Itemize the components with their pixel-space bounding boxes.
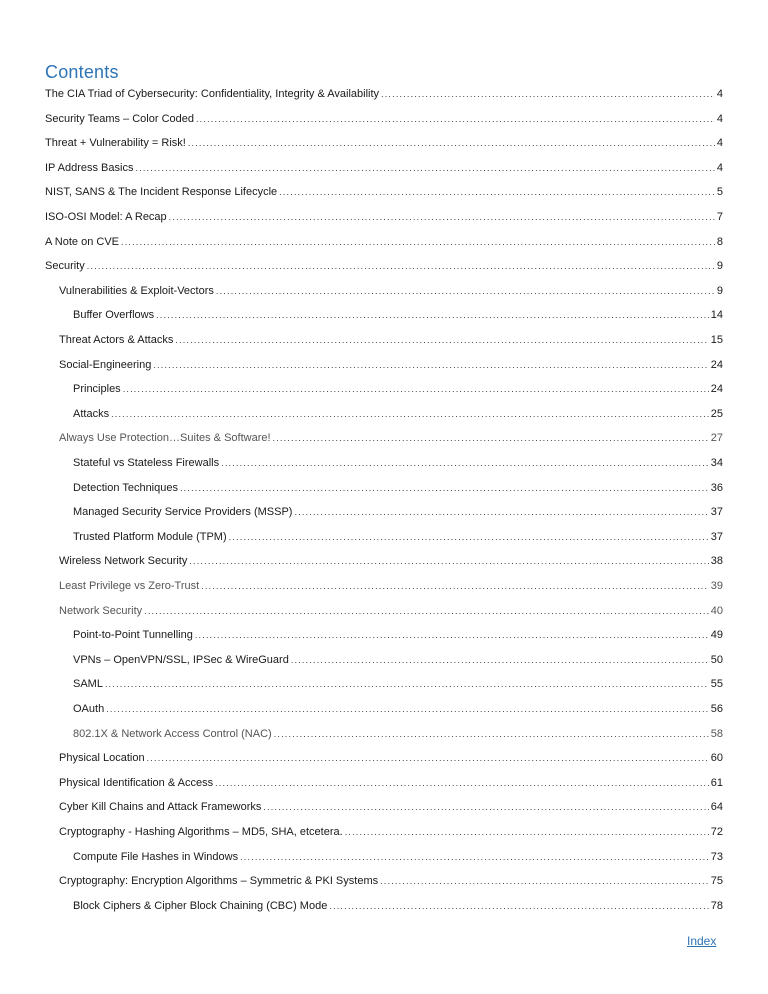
toc-entry-page: 27 — [710, 432, 723, 445]
toc-entry-label: Threat + Vulnerability = Risk! — [45, 137, 186, 150]
toc-entry[interactable] — [73, 407, 723, 421]
toc-entry-page: 75 — [710, 875, 723, 888]
toc-entry[interactable] — [45, 235, 723, 249]
toc-entry[interactable] — [45, 87, 723, 101]
toc-entry[interactable] — [59, 579, 723, 593]
toc-entry-label: IP Address Basics — [45, 161, 134, 174]
toc-dot-leader — [263, 800, 708, 814]
toc-entry-label: Principles — [73, 383, 121, 396]
toc-entry-page: 4 — [716, 137, 723, 150]
toc-entry-label: Social-Engineering — [59, 358, 152, 371]
toc-entry-page: 39 — [710, 580, 723, 592]
toc-entry-page: 78 — [710, 899, 723, 912]
toc-dot-leader — [221, 456, 709, 470]
toc-entry[interactable] — [73, 850, 723, 864]
toc-dot-leader — [380, 874, 709, 888]
toc-dot-leader — [175, 333, 708, 347]
toc-entry-label: Always Use Protection…Suites & Software! — [59, 432, 271, 445]
toc-entry[interactable] — [73, 702, 723, 716]
toc-entry-page: 8 — [716, 235, 723, 248]
toc-entry-page: 24 — [710, 358, 723, 371]
toc-entry-label: VPNs – OpenVPN/SSL, IPSec & WireGuard — [73, 653, 289, 666]
toc-entry-page: 37 — [710, 530, 723, 543]
toc-entry-page: 14 — [710, 309, 723, 322]
toc-entry-page: 55 — [710, 678, 723, 691]
toc-entry-label: Threat Actors & Attacks — [59, 334, 174, 346]
toc-dot-leader — [229, 530, 709, 544]
toc-dot-leader — [381, 87, 715, 101]
toc-dot-leader — [106, 702, 709, 716]
toc-dot-leader — [87, 259, 715, 273]
toc-entry-page: 34 — [710, 457, 723, 469]
toc-dot-leader — [169, 210, 715, 224]
toc-entry-page: 24 — [710, 383, 723, 396]
toc-entry-page: 73 — [710, 850, 723, 863]
toc-entry-page: 60 — [710, 752, 723, 765]
toc-dot-leader — [105, 677, 709, 691]
toc-dot-leader — [240, 850, 709, 864]
toc-entry-label: Point-to-Point Tunnelling — [73, 629, 193, 642]
toc-entry[interactable] — [59, 800, 723, 814]
toc-entry-page: 61 — [710, 776, 723, 789]
toc-dot-leader — [274, 727, 709, 741]
toc-entry[interactable] — [59, 825, 723, 839]
toc-dot-leader — [294, 505, 708, 519]
toc-dot-leader — [144, 604, 709, 618]
toc-entry-page: 56 — [710, 703, 723, 715]
toc-entry[interactable] — [59, 554, 723, 568]
toc-entry-page: 4 — [716, 88, 723, 100]
toc-entry[interactable] — [73, 899, 723, 913]
toc-dot-leader — [188, 136, 715, 150]
toc-entry-page: 37 — [710, 506, 723, 519]
toc-dot-leader — [215, 776, 709, 790]
toc-entry-page: 4 — [716, 112, 723, 125]
toc-entry-label: Physical Identification & Access — [59, 776, 214, 789]
toc-entry-label: 802.1X & Network Access Control (NAC) — [73, 727, 272, 740]
toc-entry-label: ISO-OSI Model: A Recap — [45, 211, 167, 223]
toc-entry[interactable] — [73, 382, 723, 396]
toc-entry-label: The CIA Triad of Cybersecurity: Confidentiality, Integrity & Availability — [45, 88, 380, 100]
toc-entry-label: Security — [45, 260, 85, 273]
toc-dot-leader — [345, 825, 709, 839]
toc-entry[interactable] — [59, 358, 723, 372]
toc-entry-label: A Note on CVE — [45, 235, 119, 248]
toc-entry-page: 4 — [716, 161, 723, 174]
toc-entry-label: Physical Location — [59, 752, 145, 765]
toc-entry[interactable] — [45, 259, 723, 273]
toc-entry[interactable] — [45, 185, 723, 199]
toc-entry-label: Detection Techniques — [73, 481, 178, 494]
toc-entry-label: Network Security — [59, 604, 143, 617]
toc-entry-label: SAML — [73, 678, 103, 691]
toc-entry[interactable] — [73, 308, 723, 322]
toc-dot-leader — [180, 481, 709, 495]
toc-entry[interactable] — [73, 727, 723, 741]
toc-entry-page: 40 — [710, 604, 723, 617]
toc-entry[interactable] — [73, 677, 723, 691]
toc-entry-label: Cyber Kill Chains and Attack Frameworks — [59, 801, 262, 814]
toc-dot-leader — [329, 899, 708, 913]
toc-dot-leader — [189, 554, 708, 568]
toc-entry[interactable] — [73, 456, 723, 470]
toc-entry[interactable] — [45, 161, 723, 175]
toc-entry-page: 58 — [710, 727, 723, 740]
toc-entry-label: Buffer Overflows — [73, 309, 155, 322]
toc-entry-page: 38 — [710, 555, 723, 568]
toc-entry-label: Compute File Hashes in Windows — [73, 850, 239, 863]
toc-dot-leader — [196, 112, 715, 126]
toc-entry-label: Least Privilege vs Zero-Trust — [59, 580, 200, 592]
toc-entry-page: 7 — [716, 211, 723, 223]
toc-entry-page: 25 — [710, 407, 723, 420]
toc-entry[interactable] — [59, 751, 723, 765]
toc-entry[interactable] — [45, 136, 723, 150]
toc-entry-page: 50 — [710, 653, 723, 666]
toc-entry[interactable] — [59, 604, 723, 618]
toc-dot-leader — [195, 628, 709, 642]
toc-entry[interactable] — [59, 333, 723, 347]
toc-dot-leader — [156, 308, 709, 322]
toc-entry[interactable] — [73, 530, 723, 544]
toc-dot-leader — [121, 235, 715, 249]
toc-entry-label: Stateful vs Stateless Firewalls — [73, 457, 220, 469]
toc-dot-leader — [291, 653, 709, 667]
toc-dot-leader — [135, 161, 714, 175]
toc-entry-page: 15 — [710, 334, 723, 346]
toc-dot-leader — [153, 358, 708, 372]
toc-entry[interactable] — [59, 874, 723, 888]
toc-entry-label: Vulnerabilities & Exploit-Vectors — [59, 284, 214, 297]
toc-entry-label: Block Ciphers & Cipher Block Chaining (CBC) Mode — [73, 899, 328, 912]
toc-entry[interactable] — [73, 505, 723, 519]
toc-entry[interactable] — [73, 653, 723, 667]
toc-entry-label: Cryptography: Encryption Algorithms – Symmetric & PKI Systems — [59, 875, 379, 888]
toc-entry-page: 36 — [710, 481, 723, 494]
toc-entry-label: Security Teams – Color Coded — [45, 112, 194, 125]
index-link[interactable]: Index — [687, 934, 717, 948]
toc-entry[interactable] — [73, 628, 723, 642]
toc-entry-page: 9 — [716, 284, 723, 297]
toc-entry-page: 72 — [710, 826, 723, 838]
toc-dot-leader — [111, 407, 709, 421]
toc-entry[interactable] — [59, 431, 723, 445]
toc-entry-label: Cryptography - Hashing Algorithms – MD5, SHA, etcetera. — [59, 826, 343, 838]
toc-dot-leader — [123, 382, 709, 396]
toc-entry-label: Attacks — [73, 407, 110, 420]
toc-dot-leader — [279, 185, 715, 199]
toc-entry-page: 64 — [710, 801, 723, 814]
toc-entry[interactable] — [73, 481, 723, 495]
toc-dot-leader — [216, 284, 715, 298]
toc-entry-label: Managed Security Service Providers (MSSP) — [73, 506, 293, 519]
toc-entry-page: 9 — [716, 260, 723, 273]
toc-dot-leader — [201, 579, 709, 593]
toc-entry-label: Wireless Network Security — [59, 555, 188, 568]
toc-entry[interactable] — [45, 210, 723, 224]
toc-entry-page: 49 — [710, 629, 723, 642]
toc-entry[interactable] — [45, 112, 723, 126]
toc-entry-label: NIST, SANS & The Incident Response Lifecycle — [45, 186, 278, 199]
toc-entry-label: Trusted Platform Module (TPM) — [73, 530, 227, 543]
toc-title: Contents — [45, 62, 119, 82]
toc-entry-label: OAuth — [73, 703, 105, 715]
toc-dot-leader — [273, 431, 709, 445]
toc-dot-leader — [147, 751, 709, 765]
toc-entry-page: 5 — [716, 186, 723, 199]
toc-entry[interactable] — [59, 776, 723, 790]
toc-entry[interactable] — [59, 284, 723, 298]
